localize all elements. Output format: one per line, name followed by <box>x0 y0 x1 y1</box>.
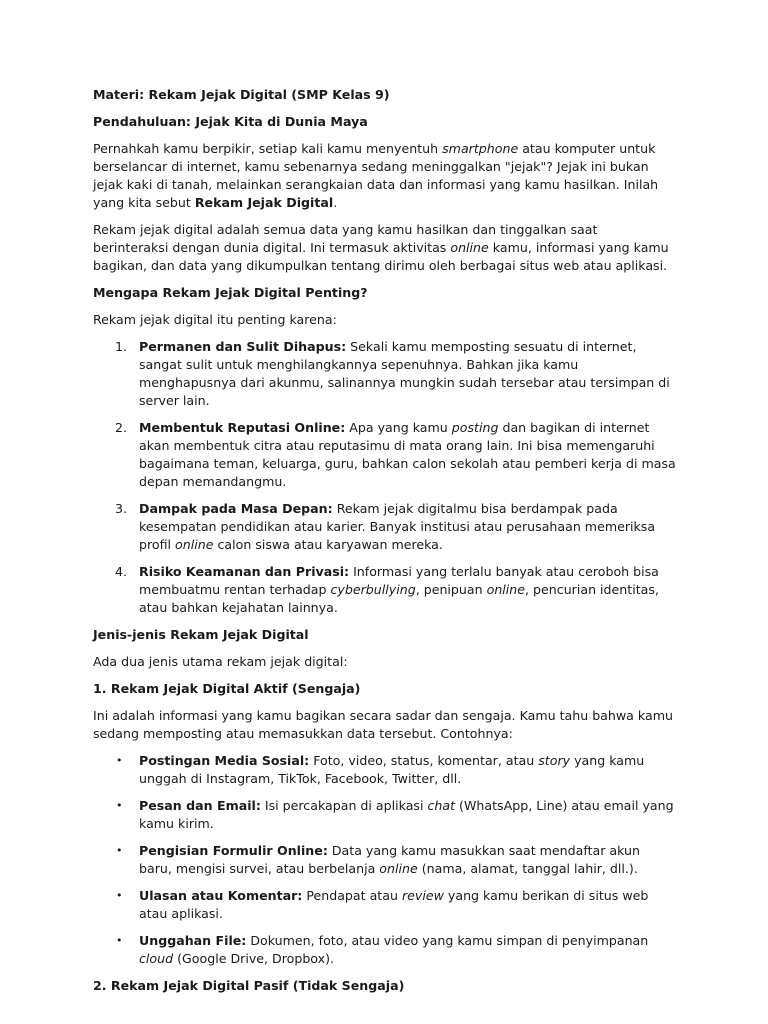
bullet-icon: • <box>116 889 123 902</box>
bullet-icon: • <box>116 799 123 812</box>
list-item: • Pesan dan Email: Isi percakapan di aplikasi chat (WhatsApp, Line) atau email yang kamu kirim. <box>116 798 674 831</box>
list-number: 2. <box>115 420 128 435</box>
list-item: • Pengisian Formulir Online: Data yang kamu masukkan saat mendaftar akun baru, mengisi survei, atau berbelanja online (nama, alamat, tanggal lahir, dll.). <box>116 843 641 876</box>
list-item: • Postingan Media Sosial: Foto, video, status, komentar, atau story yang kamu unggah di Instagram, TikTok, Facebook, Twitter, dll. <box>116 753 645 786</box>
bullet-icon: • <box>116 844 123 857</box>
subsection-heading-active: 1. Rekam Jejak Digital Aktif (Sengaja) <box>93 681 361 696</box>
list-item: • Ulasan atau Komentar: Pendapat atau review yang kamu berikan di situs web atau aplikasi. <box>116 888 649 921</box>
subsection-heading-passive: 2. Rekam Jejak Digital Pasif (Tidak Sengaja) <box>93 978 405 993</box>
list-item: 4. Risiko Keamanan dan Privasi: Informasi yang terlalu banyak atau ceroboh bisa membuatmu rentan terhadap cyberbullying, penipuan online, pencurian identitas, atau bahkan kejahatan lainnya. <box>115 564 659 615</box>
section-heading-types: Jenis-jenis Rekam Jejak Digital <box>93 627 309 642</box>
section-heading-intro: Pendahuluan: Jejak Kita di Dunia Maya <box>93 114 368 129</box>
list-item: 2. Membentuk Reputasi Online: Apa yang kamu posting dan bagikan di internet akan membentuk citra atau reputasimu di mata orang lain. Ini bisa memengaruhi bagaimana teman, keluarga, guru, bahkan calon sekolah atau pemberi kerja di masa depan memandangmu. <box>115 420 676 489</box>
list-item: 1. Permanen dan Sulit Dihapus: Sekali kamu memposting sesuatu di internet, sangat sulit untuk menghilangkannya sepenuhnya. Bahkan jika kamu menghapusnya dari akunmu, salinannya mungkin sudah tersebar atau tersimpan di server lain. <box>115 339 670 408</box>
bullet-icon: • <box>116 934 123 947</box>
importance-lead: Rekam jejak digital itu penting karena: <box>93 312 337 327</box>
list-item: • Unggahan File: Dokumen, foto, atau video yang kamu simpan di penyimpanan cloud (Google Drive, Dropbox). <box>116 933 649 966</box>
bullet-icon: • <box>116 754 123 767</box>
document-title: Materi: Rekam Jejak Digital (SMP Kelas 9) <box>93 87 390 102</box>
importance-list <box>93 338 676 617</box>
intro-paragraph-1: Pernahkah kamu berpikir, setiap kali kamu menyentuh smartphone atau komputer untuk berselancar di internet, kamu sebenarnya sedang meninggalkan "jejak"? Jejak ini bukan jejak kaki di tanah, melainkan serangkaian data dan informasi yang kamu hasilkan. Inilah yang kita sebut Rekam Jejak Digital. <box>93 141 659 210</box>
list-item: 3. Dampak pada Masa Depan: Rekam jejak digitalmu bisa berdampak pada kesempatan pendidikan atau karier. Banyak institusi atau perusahaan memeriksa profil online calon siswa atau karyawan mereka. <box>115 501 656 552</box>
list-number: 4. <box>115 564 128 579</box>
section-heading-importance: Mengapa Rekam Jejak Digital Penting? <box>93 285 368 300</box>
list-number: 3. <box>115 501 128 516</box>
types-lead: Ada dua jenis utama rekam jejak digital: <box>93 654 348 669</box>
list-number: 1. <box>115 339 128 354</box>
active-examples-list <box>93 752 676 968</box>
intro-paragraph-2: Rekam jejak digital adalah semua data yang kamu hasilkan dan tinggalkan saat berinteraksi dengan dunia digital. Ini termasuk aktivitas online kamu, informasi yang kamu bagikan, dan data yang dikumpulkan tentang dirimu oleh berbagai situs web atau aplikasi. <box>93 222 669 273</box>
active-description: Ini adalah informasi yang kamu bagikan secara sadar dan sengaja. Kamu tahu bahwa kamu sedang memposting atau memasukkan data tersebut. Contohnya: <box>93 708 673 741</box>
